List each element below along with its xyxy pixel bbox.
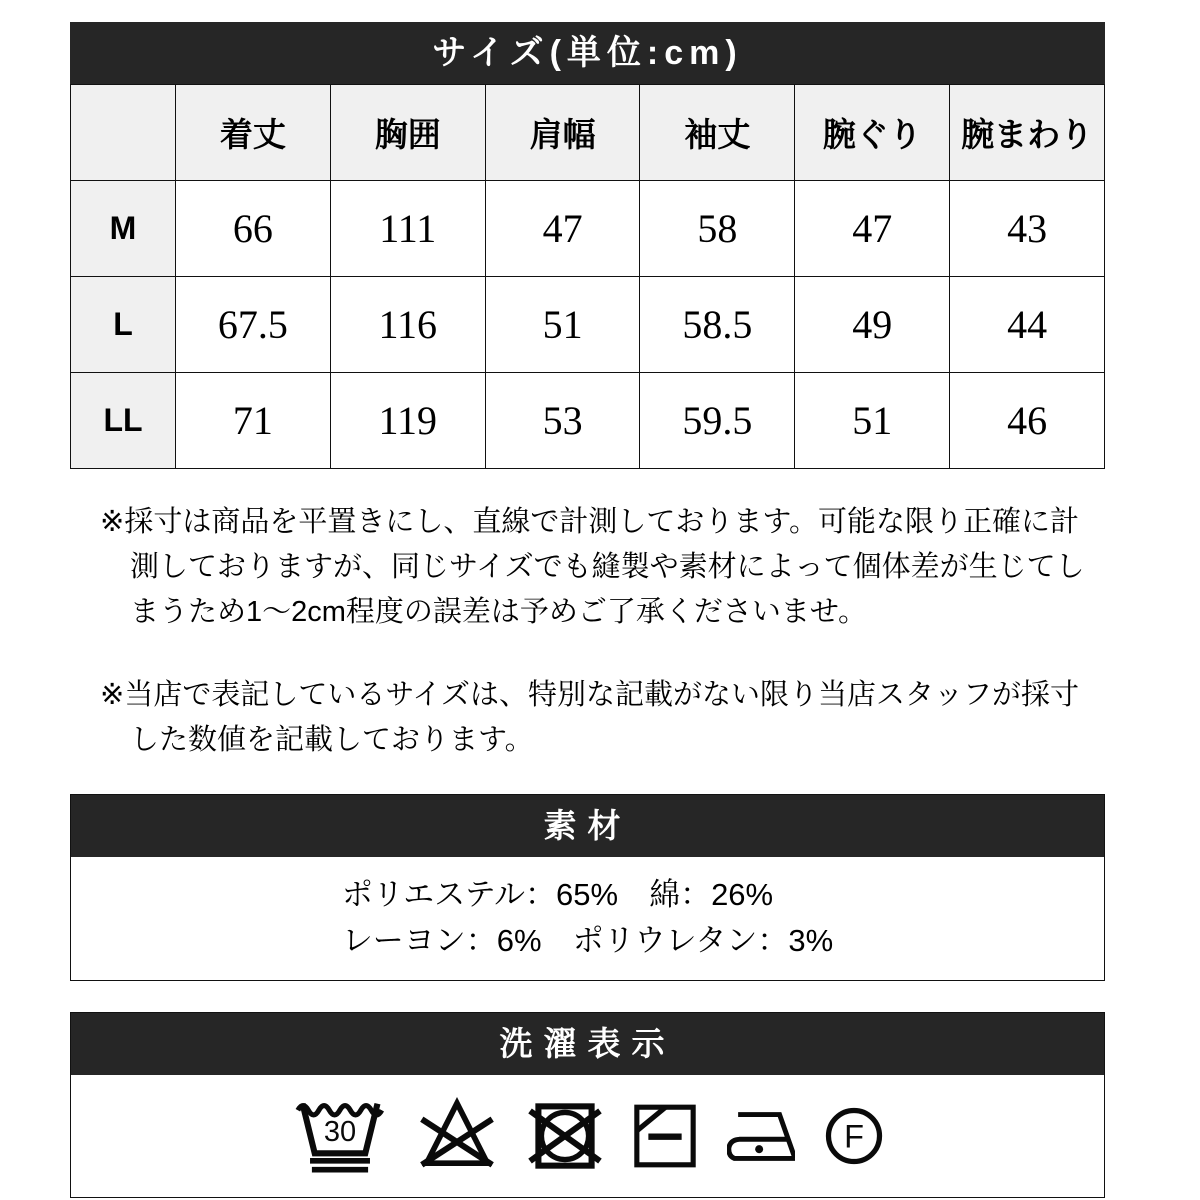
dry-flat-in-shade-icon [633,1103,697,1169]
cell-value: 47 [795,181,950,277]
col-header-arm-width: 腕まわり [950,85,1105,181]
note-staff-measured [100,673,1085,763]
size-label: LL [71,373,176,469]
svg-text:30: 30 [323,1116,356,1149]
do-not-tumble-dry-icon [527,1097,603,1175]
table-row-l [71,277,1105,373]
cell-value: 47 [485,181,640,277]
size-label: L [71,277,176,373]
cell-value: 111 [330,181,485,277]
note-measurement-tolerance [100,500,1085,635]
size-table-header-row [71,85,1105,181]
cell-value: 116 [330,277,485,373]
size-label: M [71,181,176,277]
note-marker: ※ [100,679,125,711]
col-header-shoulder: 肩幅 [485,85,640,181]
cell-value: 49 [795,277,950,373]
cell-value: 66 [176,181,331,277]
corner-cell [71,85,176,181]
cell-value: 53 [485,373,640,469]
cell-value: 44 [950,277,1105,373]
measurement-notes [100,500,1085,763]
cell-value: 51 [485,277,640,373]
cell-value: 67.5 [176,277,331,373]
note-text: 当店で表記しているサイズは、特別な記載がない限り当店スタッフが採寸した数値を記載しております。 [124,679,1079,756]
do-not-bleach-icon [417,1096,497,1176]
material-line: レーヨン：6% ポリウレタン：3% [341,923,834,958]
table-row-ll [71,373,1105,469]
col-header-sleeve: 袖丈 [640,85,795,181]
professional-dry-clean-F-icon [825,1106,883,1166]
col-header-chest: 胸囲 [330,85,485,181]
wash-30-very-gentle-icon [293,1099,387,1173]
cell-value: 59.5 [640,373,795,469]
cell-value: 71 [176,373,331,469]
size-spec-sheet [70,22,1105,1198]
material-section [70,794,1105,981]
cell-value: 58 [640,181,795,277]
size-table-title: サイズ(単位:cm) [70,22,1105,84]
cell-value: 43 [950,181,1105,277]
table-row-m [71,181,1105,277]
cell-value: 46 [950,373,1105,469]
iron-low-heat-icon [727,1110,795,1163]
size-table [70,84,1105,469]
note-marker: ※ [100,506,125,538]
cell-value: 51 [795,373,950,469]
material-title: 素材 [71,795,1104,857]
svg-text:F: F [843,1118,864,1155]
laundry-title: 洗濯表示 [71,1013,1104,1075]
note-text: 採寸は商品を平置きにし、直線で計測しております。可能な限り正確に計測しておりますが、同じサイズでも縫製や素材によって個体差が生じてしまうため1～2cm程度の誤差は予めご了承くださいませ。 [124,506,1085,628]
cell-value: 119 [330,373,485,469]
col-header-armhole: 腕ぐり [795,85,950,181]
cell-value: 58.5 [640,277,795,373]
col-header-body-length: 着丈 [176,85,331,181]
material-line: ポリエステル：65% 綿：26% [341,877,774,912]
laundry-section [70,1012,1105,1198]
laundry-symbols [71,1075,1104,1197]
material-content [71,857,1104,980]
